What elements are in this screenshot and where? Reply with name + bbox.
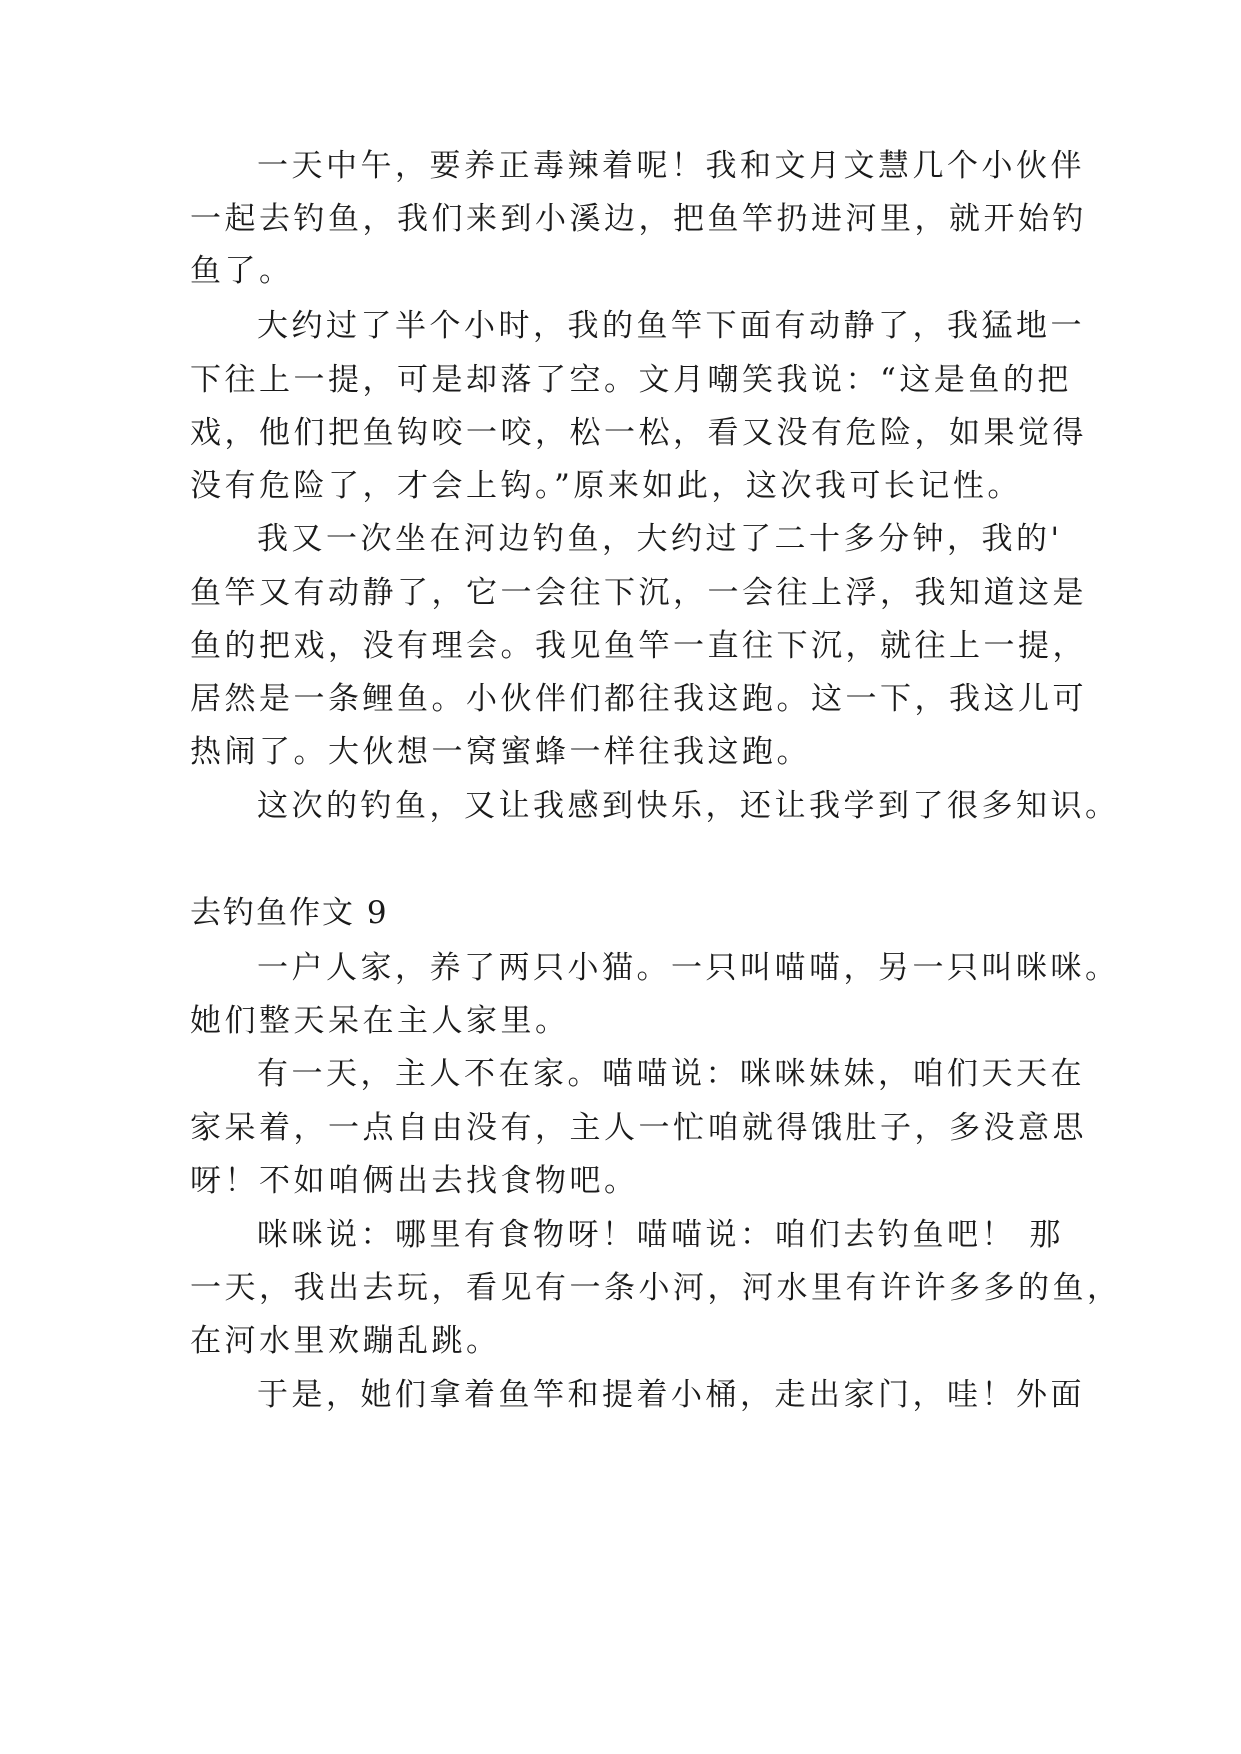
text-line: 一户人家，养了两只小猫。一只叫喵喵，另一只叫咪咪。	[257, 950, 1120, 986]
text-line: 鱼了。	[190, 253, 294, 289]
text-line: 鱼竿又有动静了，它一会往下沉，一会往上浮，我知道这是	[190, 575, 1087, 611]
text-line: 这次的钓鱼，又让我感到快乐，还让我学到了很多知识。	[257, 788, 1120, 824]
text-line: 大约过了半个小时，我的鱼竿下面有动静了，我猛地一	[257, 308, 1085, 344]
text-line: 鱼的把戏，没有理会。我见鱼竿一直往下沉，就往上一提，	[190, 628, 1087, 664]
text-line: 在河水里欢蹦乱跳。	[190, 1323, 501, 1359]
text-line: 一天中午，要养正毒辣着呢！我和文月文慧几个小伙伴	[257, 148, 1085, 184]
text-line: 戏，他们把鱼钩咬一咬，松一松，看又没有危险，如果觉得	[190, 415, 1087, 451]
text-line: 居然是一条鲤鱼。小伙伴们都往我这跑。这一下，我这儿可	[190, 681, 1087, 717]
text-line: 于是，她们拿着鱼竿和提着小桶，走出家门，哇！外面	[257, 1377, 1085, 1413]
text-line: 咪咪说：哪里有食物呀！喵喵说：咱们去钓鱼吧！ 那	[257, 1217, 1064, 1253]
text-line: 呀！不如咱俩出去找食物吧。	[190, 1163, 639, 1199]
text-line: 热闹了。大伙想一窝蜜蜂一样往我这跑。	[190, 734, 811, 770]
text-line: 一天，我出去玩，看见有一条小河，河水里有许许多多的鱼，	[190, 1270, 1122, 1306]
text-line: 一起去钓鱼，我们来到小溪边，把鱼竿扔进河里，就开始钓	[190, 201, 1087, 237]
text-line: 我又一次坐在河边钓鱼，大约过了二十多分钟，我的'	[257, 521, 1063, 557]
text-line: 家呆着，一点自由没有，主人一忙咱就得饿肚子，多没意思	[190, 1110, 1087, 1146]
text-line: 她们整天呆在主人家里。	[190, 1003, 570, 1039]
text-line: 下往上一提，可是却落了空。文月嘲笑我说：“这是鱼的把	[190, 362, 1072, 398]
text-line: 没有危险了，才会上钩。”原来如此，这次我可长记性。	[190, 468, 1022, 504]
text-line: 有一天，主人不在家。喵喵说：咪咪妹妹，咱们天天在	[257, 1056, 1085, 1092]
section-heading: 去钓鱼作文 9	[190, 895, 389, 931]
